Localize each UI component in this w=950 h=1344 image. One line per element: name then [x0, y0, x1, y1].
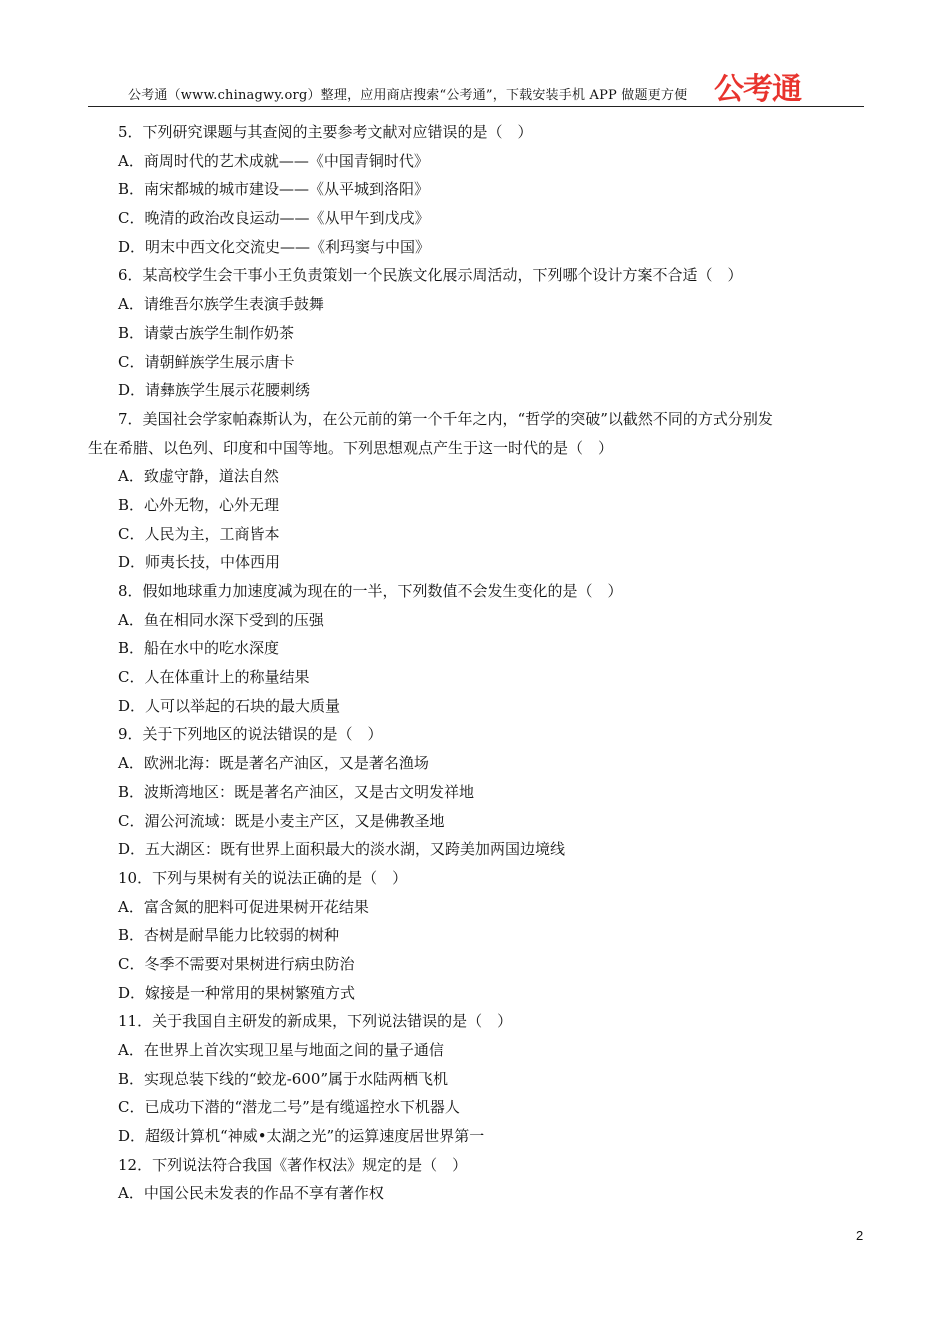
header-text: 公考通（www.chinagwy.org）整理，应用商店搜索“公考通”，下载安装手机 APP 做题更方便 [128, 88, 688, 103]
question-stem: 9．关于下列地区的说法错误的是（ ） [118, 725, 383, 744]
question-stem: 7．美国社会学家帕森斯认为，在公元前的第一个千年之内，“哲学的突破”以截然不同的方式分别发 [118, 409, 773, 428]
option-c: C．晚清的政治改良运动——《从甲午到戊戌》 [118, 209, 430, 228]
option-b: B．实现总装下线的“蛟龙-600”属于水陆两栖飞机 [118, 1069, 449, 1088]
question-stem: 11．关于我国自主研发的新成果，下列说法错误的是（ ） [118, 1012, 513, 1031]
option-a: A．在世界上首次实现卫星与地面之间的量子通信 [118, 1041, 444, 1059]
question-stem: 8．假如地球重力加速度减为现在的一半，下列数值不会发生变化的是（ ） [118, 582, 623, 600]
option-b: B．请蒙古族学生制作奶茶 [118, 323, 295, 342]
option-d: D．明末中西文化交流史——《利玛窦与中国》 [118, 237, 431, 256]
brand-logo: 公考通 [714, 72, 801, 107]
option-d: D．超级计算机“神威•太湖之光”的运算速度居世界第一 [118, 1127, 485, 1146]
option-a: A．致虚守静，道法自然 [118, 467, 279, 486]
option-c: C．湄公河流域：既是小麦主产区，又是佛教圣地 [118, 811, 445, 830]
option-b: B．波斯湾地区：既是著名产油区，又是古文明发祥地 [118, 782, 475, 801]
option-a: A．商周时代的艺术成就——《中国青铜时代》 [118, 151, 429, 170]
option-c: C．已成功下潜的“潜龙二号”是有缆遥控水下机器人 [118, 1098, 460, 1117]
option-c: C．请朝鲜族学生展示唐卡 [118, 352, 295, 371]
question-stem: 12．下列说法符合我国《著作权法》规定的是（ ） [118, 1155, 468, 1174]
option-b: B．南宋都城的城市建设——《从平城到洛阳》 [118, 180, 430, 199]
question-list [88, 118, 864, 1208]
option-a: A．中国公民未发表的作品不享有著作权 [118, 1184, 384, 1203]
option-a: A．欧洲北海：既是著名产油区，又是著名渔场 [118, 754, 429, 773]
option-d: D．请彝族学生展示花腰刺绣 [118, 381, 311, 400]
option-d: D．嫁接是一种常用的果树繁殖方式 [118, 983, 356, 1002]
question-stem: 6．某高校学生会干事小王负责策划一个民族文化展示周活动，下列哪个设计方案不合适（ ） [118, 266, 743, 285]
option-a: A．请维吾尔族学生表演手鼓舞 [118, 295, 324, 314]
option-c: C．冬季不需要对果树进行病虫防治 [118, 954, 355, 973]
option-b: B．杏树是耐旱能力比较弱的树种 [118, 926, 340, 945]
page-header [88, 62, 864, 107]
question-stem: 10．下列与果树有关的说法正确的是（ ） [118, 868, 408, 887]
option-d: D．五大湖区：既有世界上面积最大的淡水湖，又跨美加两国边境线 [118, 840, 566, 859]
option-a: A．鱼在相同水深下受到的压强 [118, 610, 324, 629]
option-c: C．人民为主，工商皆本 [118, 524, 280, 543]
page-number: 2 [856, 1228, 864, 1243]
question-stem-continued: 生在希腊、以色列、印度和中国等地。下列思想观点产生于这一时代的是（ ） [88, 438, 614, 457]
option-b: B．船在水中的吃水深度 [118, 639, 280, 658]
option-d: D．师夷长技，中体西用 [118, 553, 281, 572]
question-stem: 5．下列研究课题与其查阅的主要参考文献对应错误的是（ ） [118, 123, 533, 141]
option-b: B．心外无物，心外无理 [118, 495, 280, 514]
option-d: D．人可以举起的石块的最大质量 [118, 696, 341, 715]
option-c: C．人在体重计上的称量结果 [118, 668, 310, 687]
option-a: A．富含氮的肥料可促进果树开花结果 [118, 897, 369, 916]
